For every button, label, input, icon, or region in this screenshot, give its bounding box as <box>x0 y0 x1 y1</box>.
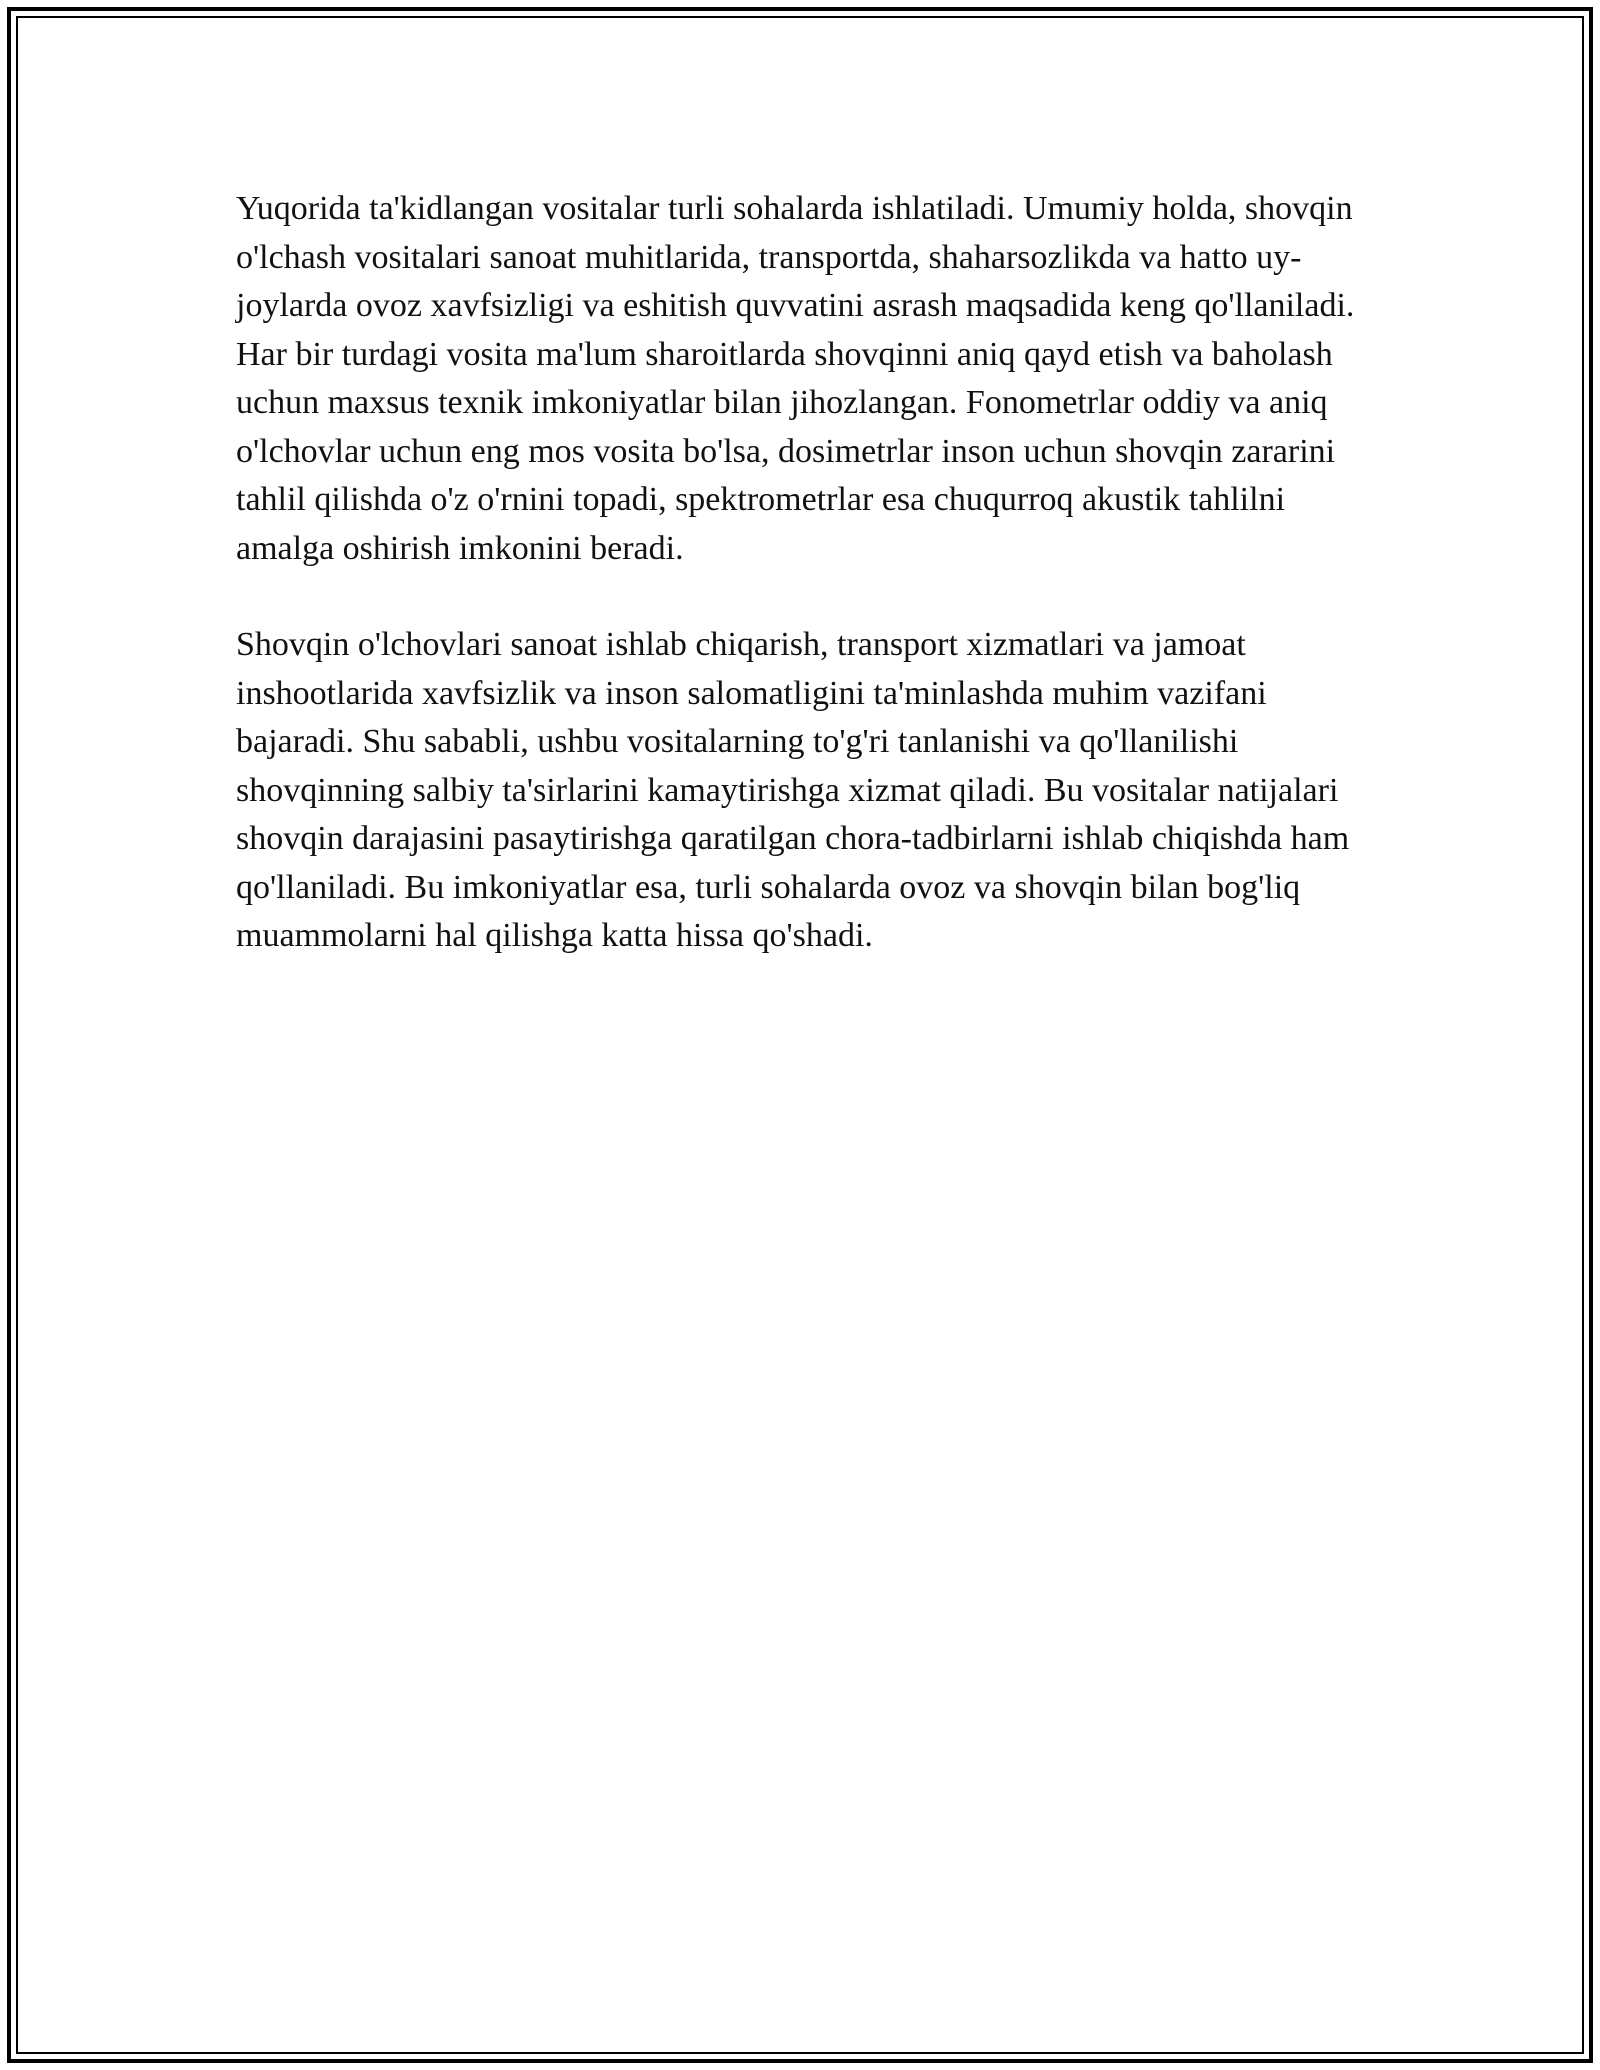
document-body <box>236 185 1366 961</box>
paragraph-2: Shovqin o'lchovlari sanoat ishlab chiqarish, transport xizmatlari va jamoat inshootlarida xavfsizlik va inson salomatligini ta'minlashda muhim vazifani bajaradi. Shu sababli, ushbu vositalarning to'g'ri tanlanishi va qo'llanilishi shovqinning salbiy ta'sirlarini kamaytirishga xizmat qiladi. Bu vositalar natijalari shovqin darajasini pasaytirishga qaratilgan chora-tadbirlarni ishlab chiqishda ham qo'llaniladi. Bu imkoniyatlar esa, turli sohalarda ovoz va shovqin bilan bog'liq muammolarni hal qilishga katta hissa qo'shadi. <box>236 626 1350 954</box>
paragraph-1: Yuqorida ta'kidlangan vositalar turli sohalarda ishlatiladi. Umumiy holda, shovqin o'lchash vositalari sanoat muhitlarida, transportda, shaharsozlikda va hatto uy-joylarda ovoz xavfsizligi va eshitish quvvatini asrash maqsadida keng qo'llaniladi. Har bir turdagi vosita ma'lum sharoitlarda shovqinni aniq qayd etish va baholash uchun maxsus texnik imkoniyatlar bilan jihozlangan. Fonometrlar oddiy va aniq o'lchovlar uchun eng mos vosita bo'lsa, dosimetrlar inson uchun shovqin zararini tahlil qilishda o'z o'rnini topadi, spektrometrlar esa chuqurroq akustik tahlilni amalga oshirish imkonini beradi. <box>236 190 1355 567</box>
